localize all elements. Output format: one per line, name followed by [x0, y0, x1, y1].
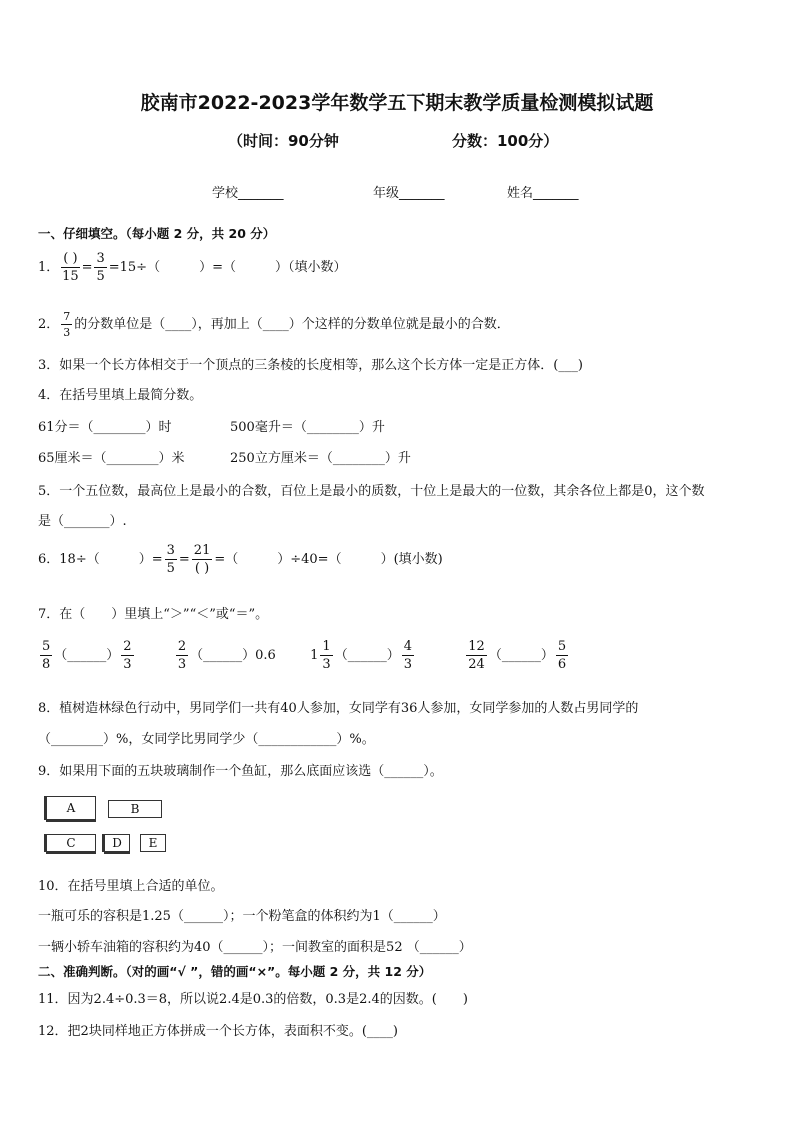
- glass-piece-a: A: [46, 796, 96, 820]
- question-1: 1． $\frac{( )}{15}$ = $\frac{3}{5}$ =15÷（ ）=（ ）（填小数）: [38, 251, 347, 284]
- fraction: $\frac{12}{24}$: [468, 639, 485, 672]
- fraction: $\frac{2}{3}$: [123, 639, 132, 672]
- glass-piece-d: D: [104, 834, 130, 852]
- question-7-comparisons: $\frac{5}{8}$ （______） $\frac{2}{3}$ $\frac{2}{3}$ （______）0.6 1 $\frac{1}{3}$ （______） $\frac{4}{3}$ $\frac{12}{24}$ （______） $\frac{5}{6}$: [42, 639, 567, 672]
- fraction: $\frac{21}{( )}$: [193, 543, 211, 576]
- section-1-heading: 一、仔细填空。（每小题 2 分，共 20 分）: [38, 226, 276, 241]
- name-field: 姓名_______: [507, 186, 579, 201]
- compare-blank: （______）: [488, 648, 554, 663]
- question-12: 12．把2块同样地正方体拼成一个长方体，表面积不变。(____): [38, 1024, 398, 1039]
- fraction: $\frac{5}{6}$: [557, 639, 567, 672]
- glass-piece-c: C: [46, 834, 96, 852]
- grade-field: 年级_______: [373, 186, 445, 201]
- page-title: 胶南市2022-2023学年数学五下期末教学质量检测模拟试题: [140, 92, 654, 114]
- section-2-heading: 二、准确判断。（对的画“√ ”，错的画“×”。每小题 2 分，共 12 分）: [38, 964, 432, 979]
- question-10: 10．在括号里填上合适的单位。: [38, 879, 224, 894]
- question-11: 11．因为2.4÷0.3＝8，所以说2.4是0.3的倍数，0.3是2.4的因数。( ): [38, 992, 468, 1007]
- question-9: 9．如果用下面的五块玻璃制作一个鱼缸，那么底面应该选（______）。: [38, 764, 443, 779]
- question-3: 3．如果一个长方体相交于一个顶点的三条棱的长度相等，那么这个长方体一定是正方体．(___): [38, 358, 583, 373]
- question-4-d: 250立方厘米＝（________）升: [230, 451, 411, 466]
- question-4-b: 500毫升＝（________）升: [230, 420, 385, 435]
- fraction: $\frac{1}{3}$: [322, 639, 331, 672]
- question-4: 4．在括号里填上最简分数。: [38, 388, 203, 403]
- fraction: $\frac{3}{5}$: [166, 543, 175, 576]
- fraction: $\frac{2}{3}$: [177, 639, 187, 672]
- fraction: $\frac{( )}{15}$: [62, 251, 79, 284]
- question-6: 6．18÷（ ）= $\frac{3}{5}$ = $\frac{21}{( )}$ =（ ）÷40=（ ）(填小数): [38, 543, 443, 576]
- school-field: 学校_______: [212, 186, 284, 201]
- glass-piece-b: B: [108, 800, 162, 818]
- fraction: $\frac{4}{3}$: [403, 639, 412, 672]
- fraction: $\frac{3}{5}$: [96, 251, 105, 284]
- question-4-c: 65厘米＝（________）米: [38, 451, 185, 466]
- question-4-a: 61分＝（________）时: [38, 420, 172, 435]
- question-7: 7．在（ ）里填上“＞”“＜”或“＝”。: [38, 607, 269, 622]
- question-10-line-1: 一瓶可乐的容积是1.25（______）；一个粉笔盒的体积约为1（______）: [38, 909, 446, 924]
- fraction: $\frac{5}{8}$: [42, 639, 51, 672]
- compare-blank: （______）: [54, 648, 120, 663]
- question-number: 1．: [38, 260, 60, 275]
- question-5-line-1: 5．一个五位数，最高位上是最小的合数，百位上是最小的质数，十位上是最大的一位数，其余各位上都是0，这个数: [38, 484, 705, 499]
- exam-score: 分数：100分）: [452, 132, 559, 150]
- compare-blank: （______）: [190, 648, 256, 663]
- question-8-line-2: （________）%，女同学比男同学少（____________）%。: [38, 732, 375, 747]
- fraction: $\frac{7}{3}$: [63, 310, 71, 339]
- question-10-line-2: 一辆小轿车油箱的容积约为40（______）；一间教室的面积是52 （______）: [38, 940, 472, 955]
- question-8-line-1: 8．植树造林绿色行动中，男同学们一共有40人参加，女同学有36人参加，女同学参加的人数占男同学的: [38, 701, 639, 716]
- exam-time: （时间：90分钟: [228, 132, 339, 150]
- glass-piece-e: E: [140, 834, 166, 852]
- compare-blank: （______）: [334, 648, 400, 663]
- question-2: 2． $\frac{7}{3}$ 的分数单位是（____），再加上（____）个这样的分数单位就是最小的合数．: [38, 310, 510, 339]
- question-5-line-2: 是（_______）.: [38, 514, 127, 529]
